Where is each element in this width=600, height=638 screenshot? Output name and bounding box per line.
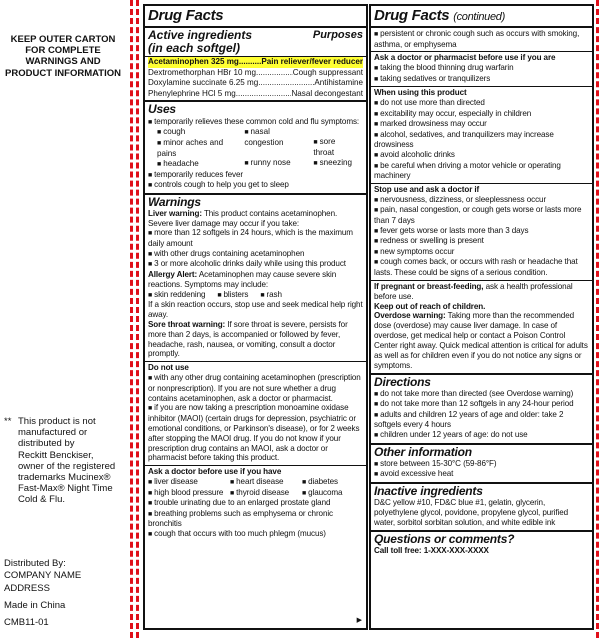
ingredient-name: Doxylamine succinate 6.25 mg (148, 78, 259, 88)
ask-pharmacist-item: ■ taking sedatives or tranquilizers (374, 74, 589, 85)
condition-item: ■ trouble urinating due to an enlarged prostate gland (148, 498, 363, 509)
pregnant-label: If pregnant or breast-feeding, (374, 281, 484, 291)
warnings-heading: Warnings (148, 194, 201, 209)
ingredient-purpose: Nasal decongestant (291, 88, 363, 98)
disclaimer-line: manufactured or (18, 427, 88, 439)
symptoms-grid (148, 127, 363, 169)
directions-item: ■ do not take more than directed (see Overdose warning) (374, 389, 589, 400)
uses-section (145, 102, 366, 194)
drug-facts-title-section (145, 6, 366, 28)
cut-line-left (130, 0, 133, 638)
distributed-by-label: Distributed By: (4, 558, 66, 569)
keep-out-of-reach: Keep out of reach of children. (374, 301, 486, 311)
stop-use-item: ■ new symptoms occur (374, 247, 589, 258)
ingredient-name: Phenylephrine HCl 5 mg (148, 88, 236, 98)
ask-pharmacist-section (371, 52, 592, 87)
allergy-alert-label: Allergy Alert: (148, 269, 198, 279)
symptom-item: ■ minor aches and pains (157, 138, 234, 159)
condition-item: ■ liver disease (148, 477, 230, 488)
other-information-section (371, 445, 592, 484)
liver-warning-label: Liver warning: (148, 208, 202, 218)
uses-item: ■ temporarily reduces fever (148, 170, 363, 181)
allergy-symptom: ■ blisters (217, 290, 248, 301)
disclaimer-line: trademarks Mucinex® (18, 472, 111, 484)
other-information-heading: Other information (374, 444, 472, 459)
drug-facts-continued-title-section (371, 6, 592, 28)
keep-carton-notice: KEEP OUTER CARTON FOR COMPLETE WARNINGS AND PRODUCT INFORMATION (5, 34, 121, 79)
disclaimer-line: owner of the registered (18, 460, 116, 472)
ingredient-row (148, 89, 363, 100)
uses-item: ■ temporarily relieves these common cold and flu symptoms: (148, 117, 363, 128)
uses-item: ■ controls cough to help you get to sleep (148, 180, 363, 191)
pregnant-text: ask a health professional before use. (374, 281, 573, 301)
drug-facts-panel-2 (369, 4, 594, 630)
overdose-label: Overdose warning: (374, 311, 446, 321)
drug-facts-panel-1 (143, 4, 368, 630)
per-softgel-heading: (in each softgel) (148, 41, 241, 56)
drug-facts-title: Drug Facts (148, 7, 224, 24)
condition-item: ■ glaucoma (302, 488, 363, 499)
allergy-alert-text: Acetaminophen may cause severe skin reactions. Symptoms may include: (148, 269, 337, 289)
when-using-item: ■ be careful when driving a motor vehicle or operating machinery (374, 161, 589, 181)
sore-throat-text: If sore throat is severe, persists for more than 2 days, is accompanied or followed by fever, headache, rash, nausea, or vomiting, consult a doctor promptly. (148, 319, 348, 359)
ingredient-name: Acetaminophen 325 mg (148, 57, 239, 67)
made-in: Made in China (4, 600, 66, 612)
company-name: COMPANY NAME (4, 570, 82, 582)
condition-item: ■ thyroid disease (230, 488, 302, 499)
purposes-heading: Purposes (312, 29, 363, 41)
when-using-section (371, 87, 592, 184)
liver-item: ■ 3 or more alcoholic drinks daily while using this product (148, 259, 363, 270)
active-ingredients-section (145, 28, 366, 102)
cut-line-right (596, 0, 599, 638)
do-not-use-item: ■ with any other drug containing acetaminophen (prescription or nonprescription). If you are not sure whether a drug contains acetaminophen, ask a doctor or pharmacist. (148, 373, 363, 403)
liver-warning-text: This product contains acetaminophen. Severe liver damage may occur if you take: (148, 208, 338, 228)
sore-throat-label: Sore throat warning: (148, 319, 226, 329)
stop-use-item: ■ fever gets worse or lasts more than 3 days (374, 226, 589, 237)
phone-number: 1-XXX-XXX-XXXX (423, 545, 489, 555)
disclaimer-line: Fast-Max® Night Time (18, 483, 113, 495)
continued-ask-doctor-section (371, 28, 592, 52)
continue-arrow-icon: ▶ (356, 617, 362, 624)
directions-item: ■ adults and children 12 years of age and older: take 2 softgels every 4 hours (374, 410, 589, 430)
drug-facts-title: Drug Facts (374, 7, 450, 24)
other-information-item: ■ avoid excessive heat (374, 469, 589, 480)
symptom-item: ■ runny nose (244, 158, 303, 169)
directions-section (371, 375, 592, 445)
allergy-symptom: ■ skin reddening (148, 290, 205, 301)
condition-item: ■ persistent or chronic cough such as occurs with smoking, asthma, or emphysema (374, 29, 589, 49)
symptom-item: ■ headache (157, 159, 234, 170)
stop-use-item: ■ nervousness, dizziness, or sleeplessness occur (374, 195, 589, 206)
other-information-item: ■ store between 15-30°C (59-86°F) (374, 459, 589, 470)
disclaimer-line: distributed by (18, 438, 75, 450)
when-using-item: ■ do not use more than directed (374, 98, 589, 109)
distributor-block (4, 558, 122, 612)
company-address: ADDRESS (4, 582, 50, 594)
condition-item: ■ diabetes (302, 477, 363, 488)
left-side-panel (0, 0, 128, 638)
do-not-use-heading: Do not use (148, 363, 189, 373)
ingredient-purpose: Antihistamine (314, 78, 363, 88)
disclaimer-line: Reckitt Benckiser, (18, 449, 94, 461)
ask-doctor-section (145, 466, 366, 541)
allergy-symptom: ■ rash (260, 290, 282, 301)
when-using-item: ■ alcohol, sedatives, and tranquilizers may increase drowsiness (374, 130, 589, 150)
symptom-item: ■ nasal congestion (244, 127, 303, 148)
condition-item: ■ heart disease (230, 477, 302, 488)
overdose-text: Taking more than the recommended dose (overdose) may cause liver damage. In case of overdose, get medical help or contact a Poison Control Center right away. Quick medical attention is critical for adults as well as for children even if you do not notice any signs or symptoms. (374, 311, 588, 370)
symptom-item: ■ sore throat (313, 137, 353, 158)
symptom-item: ■ cough (157, 127, 234, 138)
questions-heading: Questions or comments? (374, 531, 515, 546)
ingredient-row (148, 78, 363, 89)
questions-section (371, 532, 592, 558)
product-code: CMB11-01 (4, 617, 49, 628)
disclaimer-stars: ** (4, 416, 12, 427)
continued-label: (continued) (453, 11, 505, 23)
disclaimer-line: Cold & Flu. (18, 494, 65, 506)
cut-line-left-inner (136, 0, 139, 638)
stop-use-item: ■ redness or swelling is present (374, 236, 589, 247)
stop-use-item: ■ pain, nasal congestion, or cough gets worse or lasts more than 7 days (374, 205, 589, 225)
when-using-item: ■ avoid alcoholic drinks (374, 150, 589, 161)
ask-doctor-heading: Ask a doctor before use if you have (148, 467, 282, 477)
pregnancy-overdose-section (371, 281, 592, 375)
warnings-section (145, 195, 366, 363)
inactive-ingredients-text: D&C yellow #10, FD&C blue #1, gelatin, glycerin, polyethylene glycol, povidone, propylene glycol, purified water, sorbitol sorbitan solution, and white edible ink (374, 498, 569, 527)
ingredient-row (148, 68, 363, 79)
disclaimer-line: This product is not (18, 416, 96, 427)
when-using-item: ■ marked drowsiness may occur (374, 119, 589, 130)
active-ingredients-heading: Active ingredients (148, 28, 253, 42)
do-not-use-section (145, 362, 366, 466)
condition-item: ■ high blood pressure (148, 488, 230, 499)
directions-heading: Directions (374, 374, 431, 389)
ingredient-purpose: Pain reliever/fever reducer (261, 57, 363, 67)
liver-item: ■ with other drugs containing acetaminophen (148, 249, 363, 260)
uses-heading: Uses (148, 102, 176, 117)
trademark-disclaimer (4, 416, 122, 506)
do-not-use-item: ■ if you are now taking a prescription monoamine oxidase inhibitor (MAOI) (certain drugs for depression, psychiatric or emotional conditions, or Parkinson's disease), or for 2 weeks after stopping the MAOI drug. If you do not know if your prescription drug contains an MAOI, ask a doctor or pharmacist before taking this product. (148, 403, 363, 463)
call-label: Call toll free: (374, 545, 422, 555)
inactive-ingredients-heading: Inactive ingredients (374, 484, 483, 498)
liver-item: ■ more than 12 softgels in 24 hours, which is the maximum daily amount (148, 228, 363, 248)
inactive-ingredients-section (371, 484, 592, 532)
condition-item: ■ breathing problems such as emphysema or chronic bronchitis (148, 509, 363, 529)
when-using-heading: When using this product (374, 88, 467, 98)
symptom-item: ■ sneezing (313, 158, 353, 169)
stop-use-item: ■ cough comes back, or occurs with rash or headache that lasts. These could be signs of a serious condition. (374, 257, 589, 277)
ask-pharmacist-item: ■ taking the blood thinning drug warfarin (374, 63, 589, 74)
stop-use-section (371, 184, 592, 281)
condition-item: ■ cough that occurs with too much phlegm (mucus) (148, 529, 363, 540)
ingredient-name: Dextromethorphan HBr 10 mg (148, 67, 256, 77)
when-using-item: ■ excitability may occur, especially in children (374, 109, 589, 120)
directions-item: ■ children under 12 years of age: do not use (374, 430, 589, 441)
directions-item: ■ do not take more than 12 softgels in any 24-hour period (374, 399, 589, 410)
stop-use-heading: Stop use and ask a doctor if (374, 185, 480, 195)
allergy-tail: If a skin reaction occurs, stop use and seek medical help right away. (148, 300, 363, 320)
ask-pharmacist-heading: Ask a doctor or pharmacist before use if you are (374, 53, 556, 63)
ingredient-purpose: Cough suppressant (292, 67, 363, 77)
ingredient-row (148, 57, 363, 68)
